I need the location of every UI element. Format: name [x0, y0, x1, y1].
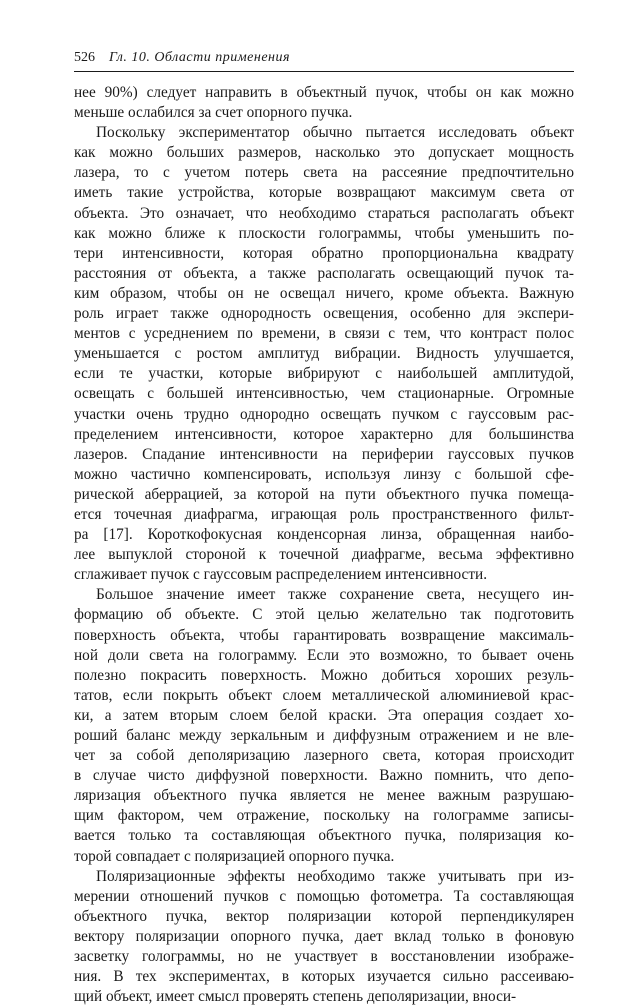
text-line: можно частично компенсировать, используя линзу с большой сфе- [74, 465, 574, 483]
text-line: ментов с усреднением по времени, в связи с тем, что контраст полос [74, 325, 574, 343]
text-line: щий объект, имеет смысл проверять степень деполяризации, вноси- [74, 988, 517, 1006]
text-line: ра [17]. Короткофокусная конденсорная линза, обращенная наибо- [74, 526, 574, 544]
text-line: лазеров. Спадание интенсивности на периферии гауссовых пучков [74, 445, 574, 463]
paragraph [74, 123, 574, 585]
text-line: как можно ближе к плоскости голограммы, чтобы уменьшить по- [74, 224, 574, 242]
text-line: лазера, то с учетом потерь света на рассеяние предпочтительно [74, 164, 574, 182]
text-line: если те участки, которые вибрируют с наибольшей амплитудой, [74, 365, 574, 383]
text-line: татов, если покрыть объект слоем металлической алюминиевой крас- [74, 686, 574, 704]
text-line: вается только та составляющая объектного пучка, поляризация ко- [74, 827, 574, 845]
text-line: роший баланс между зеркальным и диффузным отражением и не вле- [74, 727, 574, 744]
text-line: Поляризационные эффекты необходимо также учитывать при из- [96, 867, 574, 885]
text-line: лее выпуклой стороной к точечной диафрагме, весьма эффективно [74, 546, 574, 564]
text-line: роль играет также однородность освещения, особенно для экспери- [74, 305, 574, 323]
text-line: ким образом, чтобы он не освещал ничего, кроме объекта. Важную [74, 284, 574, 302]
text-line: Большое значение имеет также сохранение света, несущего ин- [96, 586, 574, 604]
text-line: торой совпадает с поляризацией опорного пучка. [74, 847, 395, 865]
text-line: щим фактором, чем отражение, поскольку на голограмме записы- [74, 807, 574, 825]
text-line: тери интенсивности, которая обратно пропорциональна квадрату [74, 244, 574, 262]
paragraph [74, 585, 574, 866]
text-line: рической аберрацией, за которой на пути объектного пучка помеща- [74, 485, 574, 503]
text-line: пределением интенсивности, которое характерно для большинства [74, 425, 574, 443]
text-line: иметь такие устройства, которые возвращают максимум света от [74, 184, 574, 202]
text-line: как можно больших размеров, насколько это допускает мощность [74, 144, 574, 162]
text-line: полезно покрасить поверхность. Можно добиться хороших резуль- [74, 666, 574, 684]
text-line: ляризация объектного пучка является не менее важным разрушаю- [74, 787, 574, 805]
text-line: сглаживает пучок с гауссовым распределением интенсивности. [74, 566, 488, 584]
text-line: в случае чисто диффузной поверхности. Важно помнить, что депо- [74, 767, 574, 785]
page-number: 526 [74, 50, 95, 65]
chapter-title: Гл. 10. Области применения [109, 50, 290, 65]
text-line: освещать с большей интенсивностью, чем стационарные. Огромные [74, 385, 574, 403]
text-line: поверхность объекта, чтобы гарантировать возвращение максималь- [74, 626, 574, 644]
body-text [74, 83, 574, 1007]
text-line: мерении отношений пучков с помощью фотометра. Та составляющая [74, 887, 574, 905]
paragraph [74, 867, 574, 1007]
book-page [74, 50, 574, 1007]
running-head [74, 50, 574, 72]
text-line: ной доли света на голограмму. Если это возможно, то бывает очень [74, 646, 574, 664]
text-line: меньше ослабился за счет опорного пучка. [74, 104, 353, 122]
paragraph [74, 83, 574, 123]
text-line: ется точечная диафрагма, играющая роль пространственного фильт- [74, 505, 574, 523]
text-line: засветку голограммы, но не участвует в восстановлении изображе- [74, 948, 574, 966]
text-line: объекта. Это означает, что необходимо стараться располагать объект [74, 204, 574, 222]
text-line: формацию об объекте. С этой целью желательно так подготовить [74, 606, 574, 624]
text-line: ния. В тех экспериментах, в которых изучается сильно рассеиваю- [74, 968, 574, 986]
text-line: уменьшается с ростом амплитуд вибрации. Видность улучшается, [74, 345, 574, 363]
text-line: вектору поляризации опорного пучка, дает вклад только в фоновую [74, 927, 574, 945]
text-line: нее 90%) следует направить в объектный пучок, чтобы он как можно [74, 84, 574, 101]
text-line: чет за собой деполяризацию лазерного света, которая происходит [74, 747, 574, 765]
text-line: Поскольку экспериментатор обычно пытается исследовать объект [96, 124, 574, 142]
text-line: участки очень трудно однородно освещать пучком с гауссовым рас- [74, 405, 574, 423]
text-line: объектного пучка, вектор поляризации которой перпендикулярен [74, 907, 574, 925]
text-line: расстояния от объекта, а также располагать освещающий пучок та- [74, 264, 574, 282]
text-line: ки, а затем вторым слоем белой краски. Эта операция создает хо- [74, 706, 574, 724]
